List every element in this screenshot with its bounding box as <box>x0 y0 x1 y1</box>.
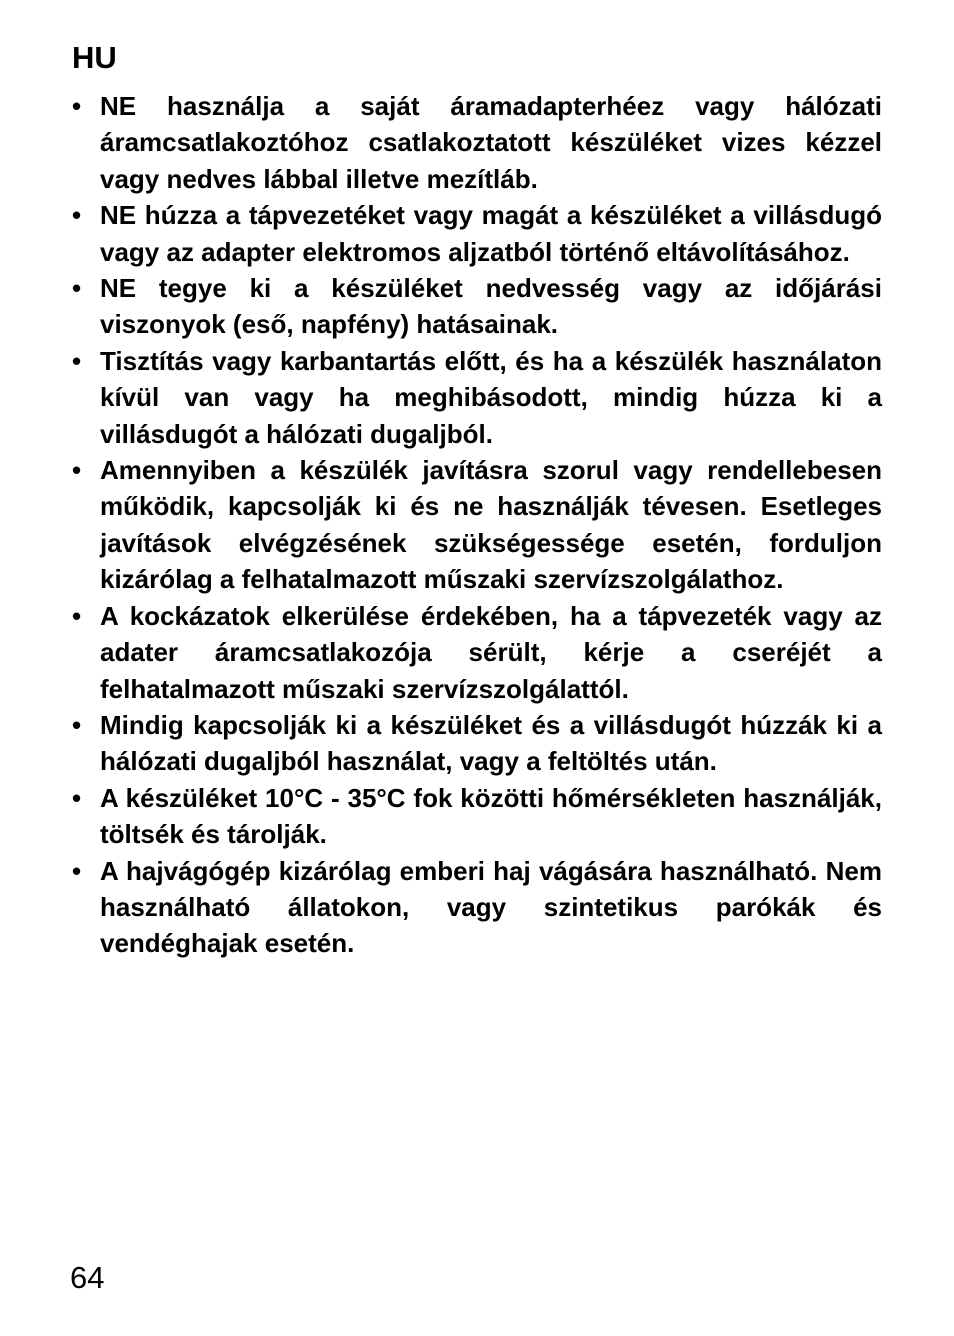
bullet-icon: • <box>72 273 82 304</box>
bullet-icon: • <box>72 345 82 376</box>
language-header: HU <box>72 40 117 75</box>
bullet-icon: • <box>72 600 82 631</box>
list-item-text: A kockázatok elkerülése érdekében, ha a tápvezeték vagy az adater áramcsatlakozója sérült, kérje a cseréjét a felhatalmazott műszaki szervízszolgálattól. <box>100 600 882 704</box>
bullet-icon: • <box>72 782 82 813</box>
bullet-icon: • <box>72 455 82 486</box>
bullet-icon: • <box>72 200 82 231</box>
list-item-text: NE használja a saját áramadapterhéez vagy hálózati áramcsatlakoztóhoz csatlakoztatott készüléket vizes kézzel vagy nedves lábbal illetve mezítláb. <box>100 91 882 194</box>
list-item <box>72 598 882 707</box>
list-item <box>72 707 882 780</box>
page-number: 64 <box>70 1260 105 1295</box>
list-item <box>72 780 882 853</box>
list-item-text: Amennyiben a készülék javításra szorul vagy rendellebesen működik, kapcsolják ki és ne használják tévesen. Esetleges javítások elvégzésének szükségessége esetén, forduljon kizárólag a felhatalmazott műszaki szervízszolgálathoz. <box>100 455 882 595</box>
list-item <box>72 88 882 197</box>
list-item <box>72 197 882 270</box>
bullet-icon: • <box>72 855 82 886</box>
list-item-text: NE húzza a tápvezetéket vagy magát a készüléket a villásdugó vagy az adapter elektromos aljzatból történő eltávolításához. <box>100 200 882 267</box>
list-item-text: Tisztítás vagy karbantartás előtt, és ha a készülék használaton kívül van vagy ha meghibásodott, mindig húzza ki a villásdugót a hálózati dugaljból. <box>100 345 882 449</box>
list-item <box>72 343 882 452</box>
list-item-text: A hajvágógép kizárólag emberi haj vágására használható. Nem használható állatokon, vagy szintetikus parókák és vendéghajak esetén. <box>100 855 882 959</box>
bullet-icon: • <box>72 709 82 740</box>
list-item-text: NE tegye ki a készüléket nedvesség vagy az időjárási viszonyok (eső, napfény) hatásainak. <box>100 273 882 340</box>
safety-instructions-list <box>72 88 882 962</box>
list-item-text: A készüléket 10°C - 35°C fok közötti hőmérsékleten használják, töltsék és tárolják. <box>100 782 882 850</box>
list-item <box>72 853 882 962</box>
bullet-icon: • <box>72 91 82 121</box>
list-item-text: Mindig kapcsolják ki a készüléket és a villásdugót húzzák ki a hálózati dugaljból használat, vagy a feltöltés után. <box>100 709 882 777</box>
list-item <box>72 452 882 598</box>
list-item <box>72 270 882 343</box>
